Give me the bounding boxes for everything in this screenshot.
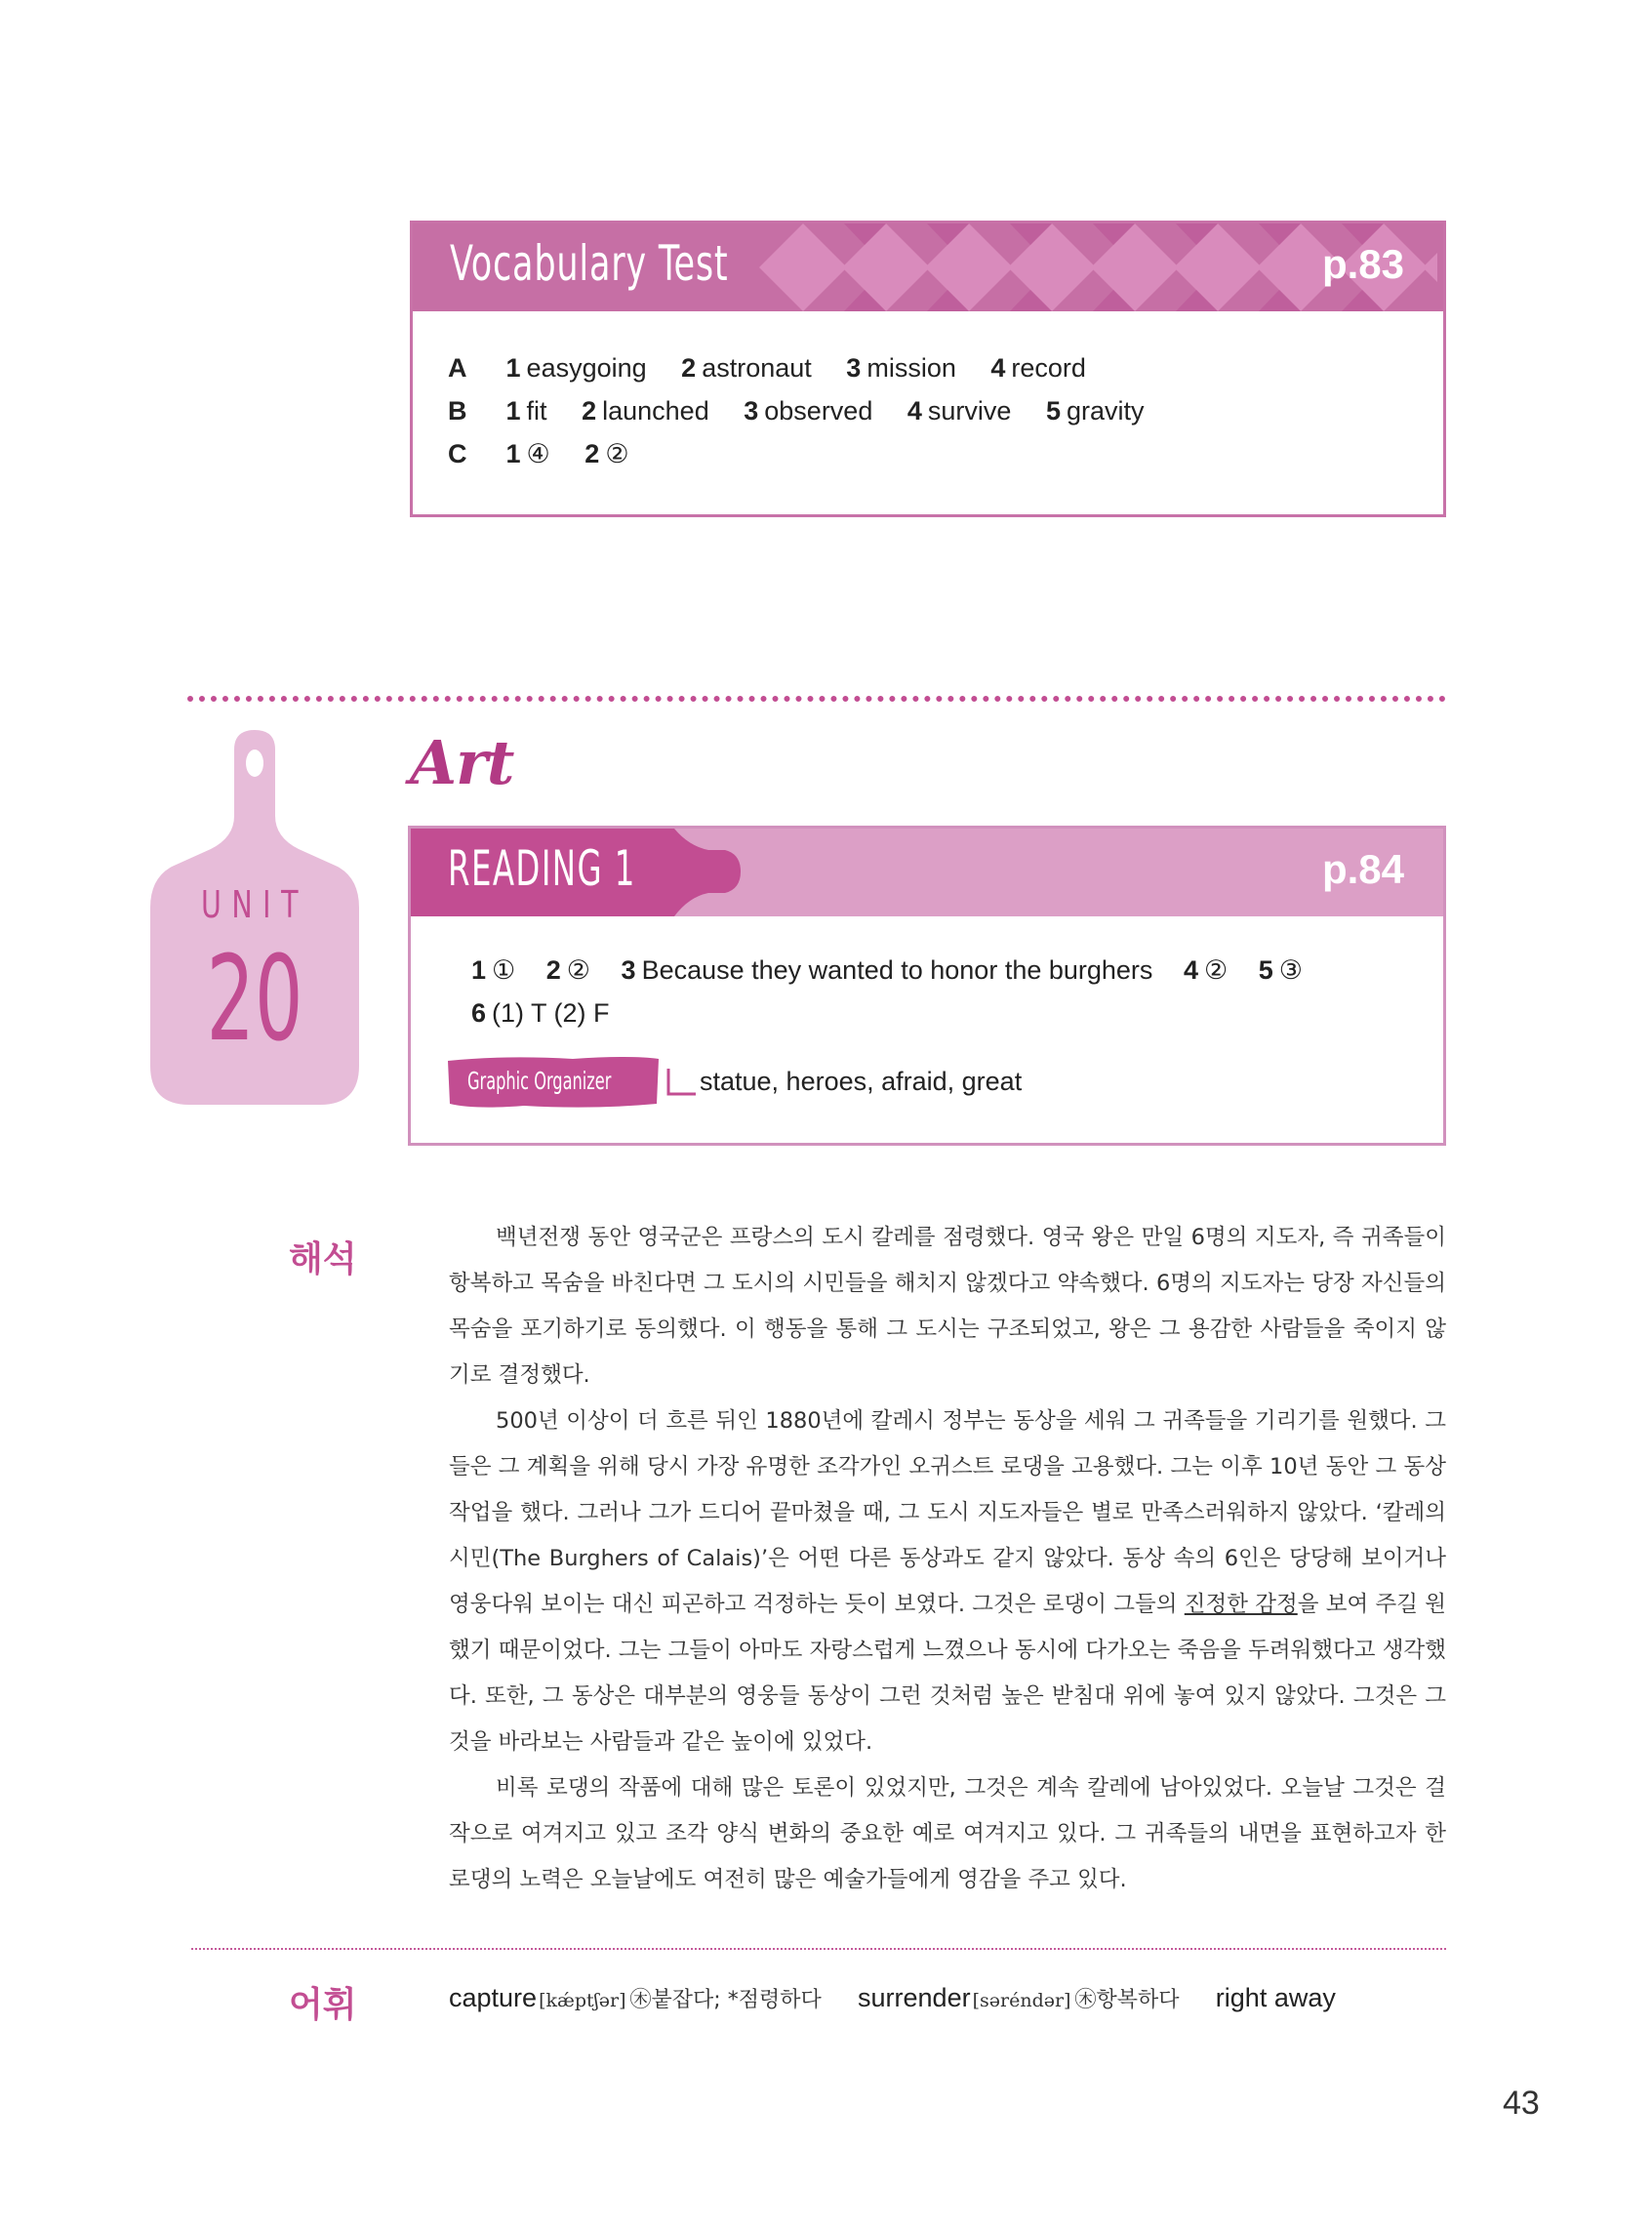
answer-item: 5 ③	[1258, 955, 1303, 985]
vocab-pronunciation: [kǽptʃər]	[539, 1990, 626, 2011]
answer-item: 3 Because they wanted to honor the burghers	[621, 955, 1153, 985]
answer-letter: C	[448, 439, 467, 468]
answer-row-a	[448, 353, 1113, 384]
answer-item: 4 ②	[1183, 955, 1229, 985]
answer-item: 1 ④	[505, 439, 550, 468]
vocabulary-label: 어휘	[289, 1985, 357, 2025]
section-divider-thin	[191, 1948, 1446, 1950]
vocabulary-test-box	[410, 221, 1446, 517]
reading-answers-line-2	[471, 998, 633, 1029]
vocab-word: right away	[1215, 1983, 1336, 2012]
vocabulary-test-title: Vocabulary Test	[450, 235, 729, 292]
answer-item: 4 survive	[907, 396, 1012, 426]
vocab-meaning: ㊍항복하다	[1074, 1988, 1180, 2012]
translation-paragraph: 비록 로댕의 작품에 대해 많은 토론이 있었지만, 그것은 계속 칼레에 남아있었다. 오늘날 그것은 걸작으로 여겨지고 있고 조각 양식 변화의 중요한 예로 여겨지고 있다. 그 귀족들의 내면을 표현하고자 한 로댕의 노력은 오늘날에도 여전히 많은 예술가들에게 영감을 주고 있다.	[449, 1775, 1446, 1892]
answer-item: 3 observed	[744, 396, 873, 426]
translation-body	[449, 1215, 1446, 1903]
answer-item: 1 easygoing	[505, 353, 647, 383]
reading-answers-line-1	[471, 955, 1326, 986]
reading-box	[408, 826, 1446, 1146]
vocabulary-test-page-ref: p.83	[1321, 241, 1404, 287]
underlined-phrase: 진정한 감정	[1184, 1592, 1298, 1617]
section-divider	[187, 696, 1446, 702]
answer-item: 2 astronaut	[681, 353, 812, 383]
unit-number: 20	[206, 932, 303, 1068]
answer-item: 6 (1) T (2) F	[471, 998, 610, 1028]
unit-label: UNIT	[200, 883, 308, 926]
subject-title: Art	[410, 727, 514, 798]
translation-label: 해석	[289, 1239, 357, 1279]
vocabulary-list	[449, 1983, 1336, 2013]
page-number: 43	[1503, 2085, 1540, 2122]
vocab-entry	[1215, 1983, 1336, 2012]
vocab-meaning: ㊍붙잡다; *점령하다	[629, 1988, 822, 2012]
vocabulary-test-header	[413, 223, 1443, 311]
answer-item: 1 fit	[505, 396, 547, 426]
translation-paragraph: 백년전쟁 동안 영국군은 프랑스의 도시 칼레를 점령했다. 영국 왕은 만일 6명의 지도자, 즉 귀족들이 항복하고 목숨을 바친다면 그 도시의 시민들을 해치지 않겠다고 약속했다. 6명의 지도자는 당장 자신들의 목숨을 포기하기로 동의했다. 이 행동을 통해 그 도시는 구조되었고, 왕은 그 용감한 사람들을 죽이지 않기로 결정했다.	[449, 1225, 1446, 1388]
answer-item: 1 ①	[471, 955, 516, 985]
vocab-word: capture	[449, 1983, 538, 2012]
answer-row-b	[448, 396, 1172, 426]
vocab-entry	[858, 1983, 1216, 2012]
answer-item: 2 ②	[584, 439, 629, 468]
vocab-word: surrender	[858, 1983, 971, 2012]
answer-row-c	[448, 439, 657, 469]
reading-header	[411, 829, 1443, 916]
answer-item: 2 ②	[545, 955, 591, 985]
vocab-pronunciation: [səréndər]	[972, 1990, 1071, 2011]
answer-letter: A	[448, 353, 467, 383]
reading-page-ref: p.84	[1321, 846, 1404, 892]
translation-paragraph: 500년 이상이 더 흐른 뒤인 1880년에 칼레시 정부는 동상을 세워 그 귀족들을 기리기를 원했다. 그들은 그 계획을 위해 당시 가장 유명한 조각가인 오귀스트 로댕을 고용했다. 그는 이후 10년 동안 그 동상 작업을 했다. 그러나 그가 드디어 끝마쳤을 때, 그 도시 지도자들은 별로 만족스러워하지 않았다. ‘칼레의 시민(The Burghers of Calais)’은 어떤 다른 동상과도 같지 않았다. 동상 속의 6인은 당당해 보이거나 영웅다워 보이는 대신 피곤하고 걱정하는 듯이 보였다. 그것은 로댕이 그들의 진정한 감정을 보여 주길 원했기 때문이었다. 그는 그들이 아마도 자랑스럽게 느꼈으나 동시에 다가오는 죽음을 두려워했다고 생각했다. 또한, 그 동상은 대부분의 영웅들 동상이 그런 것처럼 높은 받침대 위에 놓여 있지 않았다. 그것은 그것을 바라보는 사람들과 같은 높이에 있었다.	[449, 1408, 1446, 1755]
answer-item: 4 record	[990, 353, 1086, 383]
graphic-organizer-label: Graphic Organizer	[467, 1067, 612, 1095]
answer-item: 2 launched	[582, 396, 709, 426]
graphic-organizer-answer: statue, heroes, afraid, great	[700, 1067, 1023, 1096]
answer-item: 3 mission	[846, 353, 956, 383]
answer-letter: B	[448, 396, 467, 426]
vocab-entry	[449, 1983, 858, 2012]
answer-item: 5 gravity	[1045, 396, 1145, 426]
reading-title: READING 1	[448, 840, 636, 897]
